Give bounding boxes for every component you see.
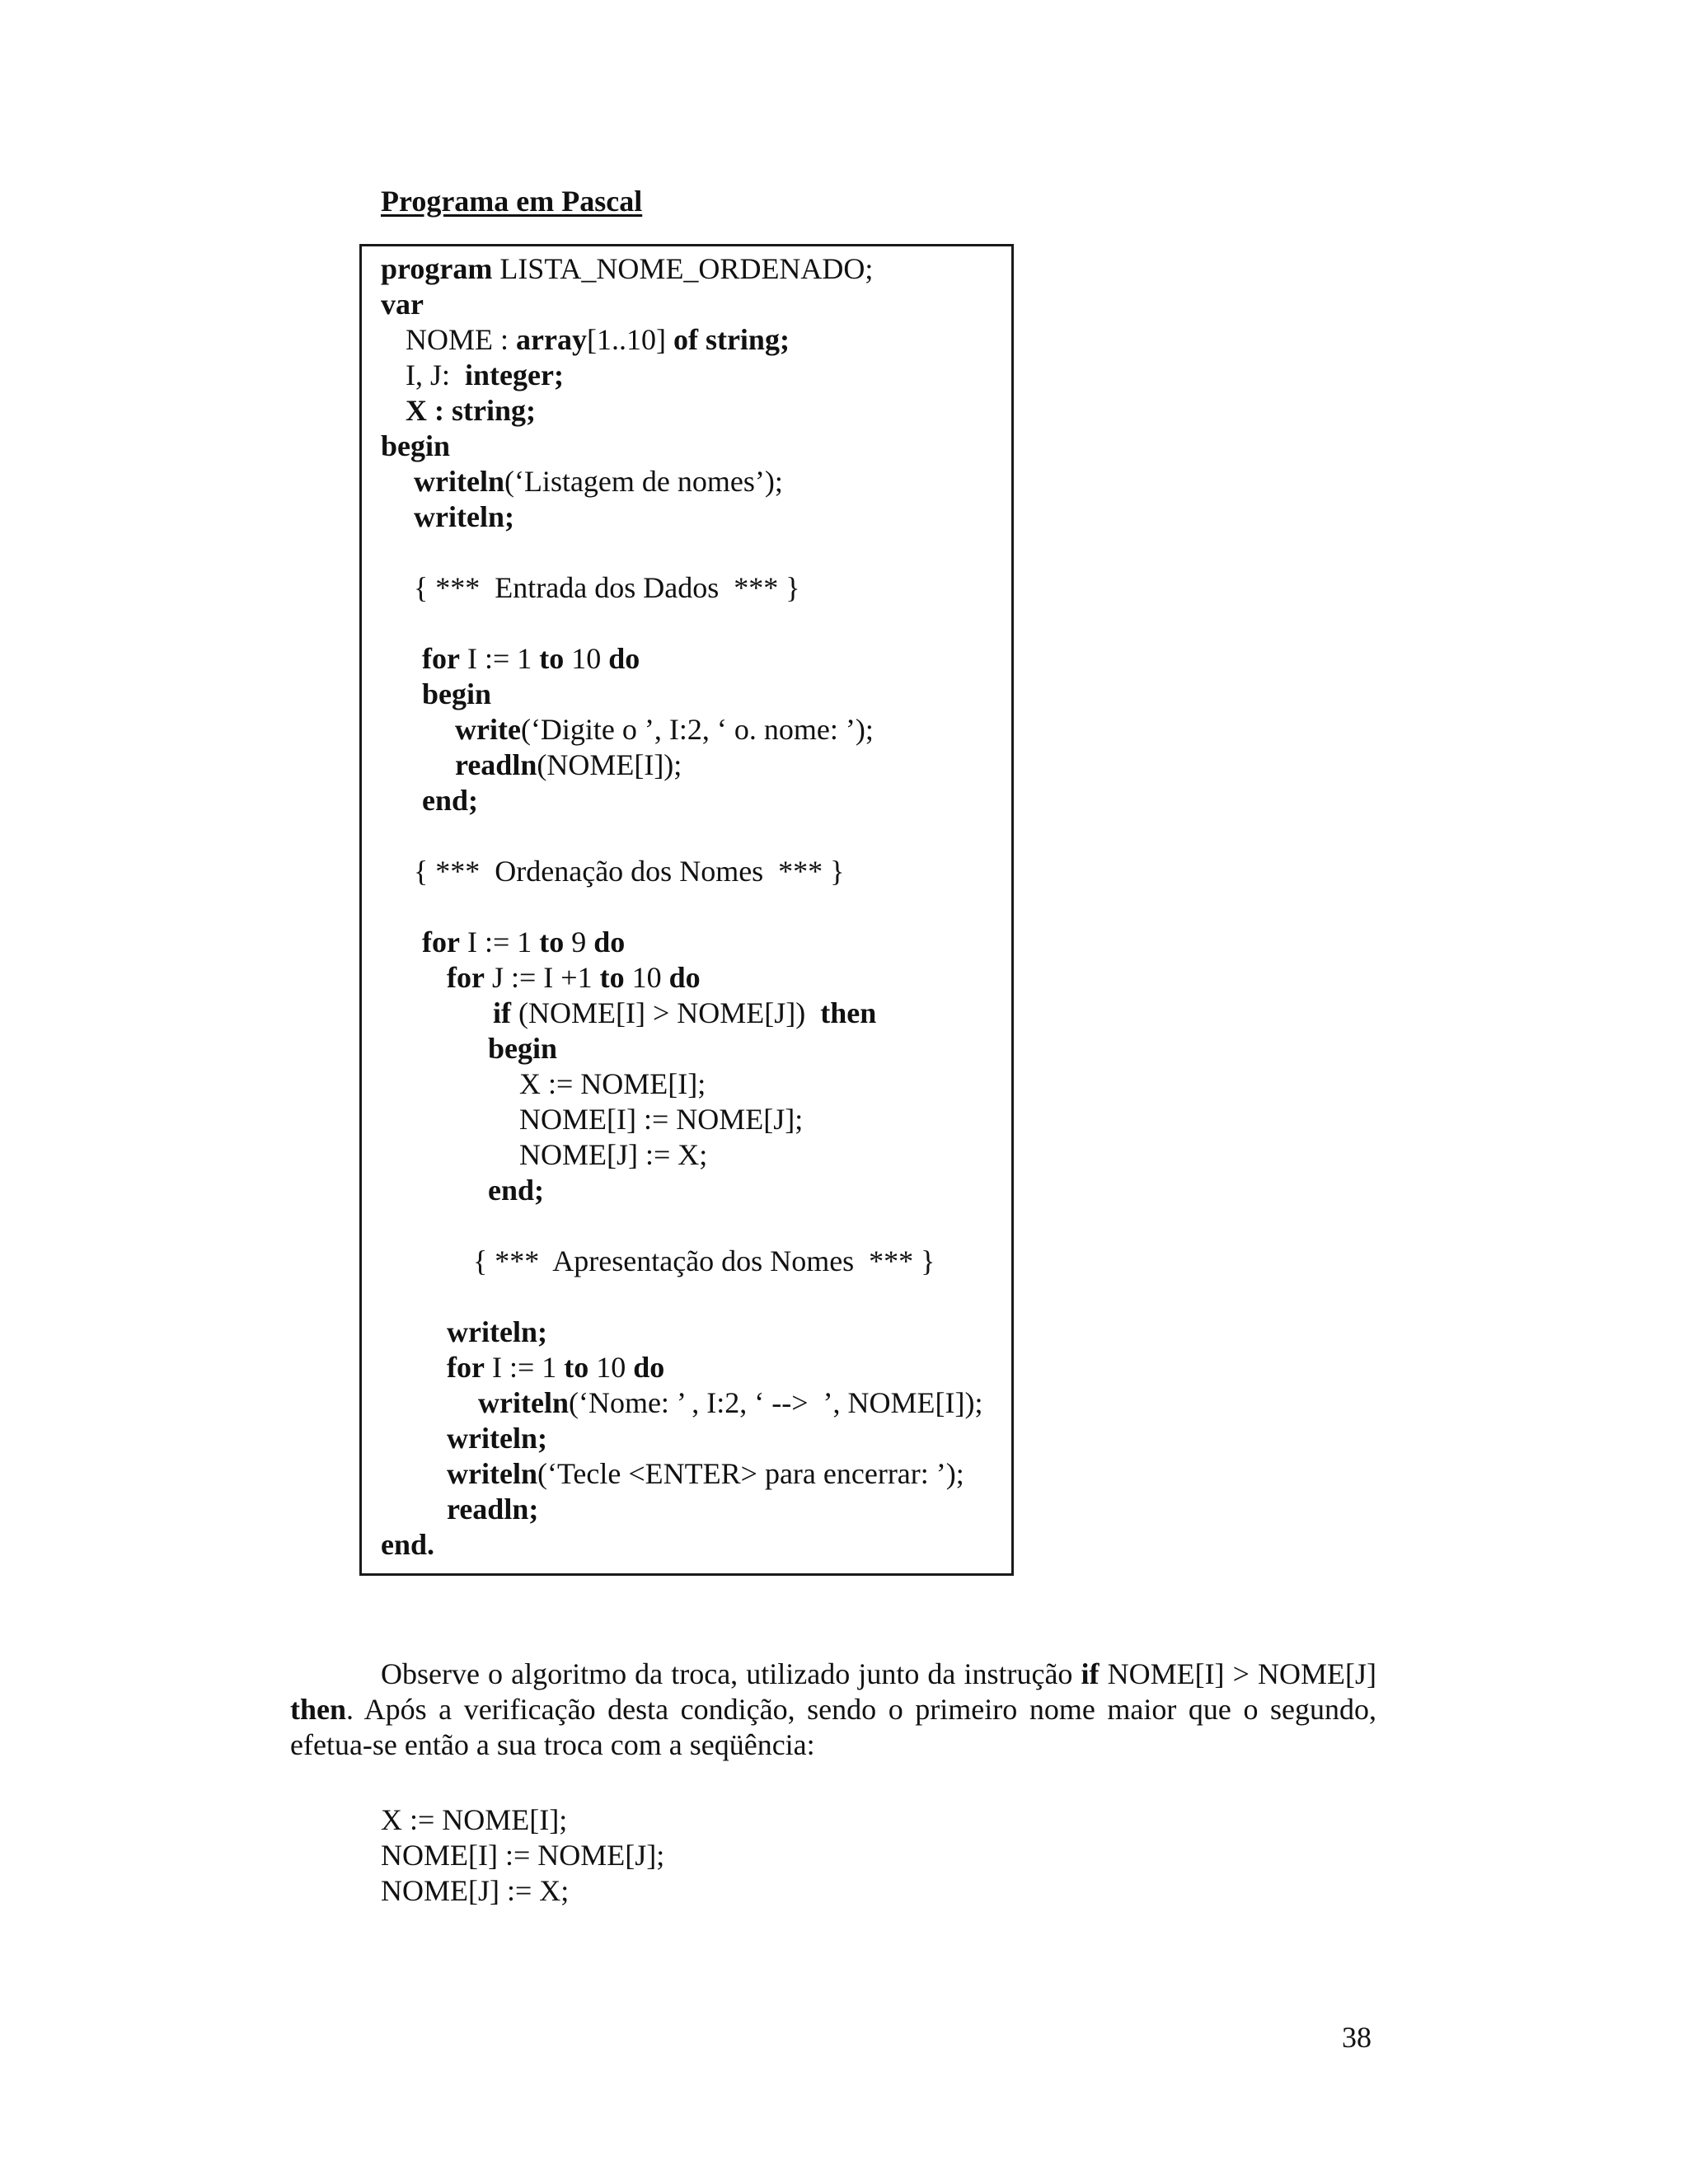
code-line (473, 1243, 935, 1279)
code-line (381, 286, 424, 322)
code-text: (‘Listagem de nomes’); (504, 465, 783, 498)
code-keyword: var (381, 288, 424, 321)
code-keyword: readln (455, 748, 537, 781)
code-keyword: writeln; (447, 1315, 547, 1348)
code-text: (NOME[I]); (537, 748, 682, 781)
code-keyword: to (599, 961, 625, 994)
code-text: (‘Digite o ’, I:2, ‘ o. nome: ’); (520, 713, 874, 746)
code-line (488, 1030, 557, 1066)
code-keyword: writeln; (414, 500, 514, 533)
code-text: { *** Entrada dos Dados *** } (414, 571, 800, 604)
code-keyword: for (447, 961, 485, 994)
code-keyword: end; (488, 1174, 545, 1207)
code-line (422, 640, 640, 677)
code-keyword: to (564, 1351, 589, 1384)
code-text: [1..10] (586, 323, 673, 356)
code-line (414, 853, 844, 889)
code-keyword: integer; (465, 359, 564, 391)
code-line (478, 1385, 982, 1421)
code-keyword: do (668, 961, 701, 994)
code-keyword: array (516, 323, 587, 356)
code-line (381, 1526, 434, 1563)
code-line (493, 995, 876, 1031)
code-keyword: begin (422, 677, 492, 710)
code-text: J := I +1 (484, 961, 600, 994)
code-text: X := NOME[I]; (519, 1067, 706, 1100)
code-text: NOME[J] := X; (519, 1138, 708, 1171)
code-keyword: for (422, 642, 460, 675)
code-keyword: do (593, 926, 626, 958)
code-text: 10 (564, 642, 609, 675)
swap-line-1: X := NOME[I]; (381, 1803, 568, 1836)
code-text: I := 1 (459, 926, 540, 958)
page-number: 38 (1342, 2021, 1372, 2054)
code-keyword: end; (422, 784, 479, 817)
code-line (447, 1491, 538, 1527)
code-keyword: of string; (673, 323, 790, 356)
explanation-paragraph (290, 1657, 1376, 1763)
code-keyword: to (539, 926, 565, 958)
code-keyword: X : string; (406, 394, 536, 427)
code-line (422, 782, 478, 818)
paragraph-keyword: then (290, 1693, 347, 1726)
code-line (519, 1101, 803, 1137)
code-text: NOME[I] := NOME[J]; (519, 1103, 804, 1136)
code-line (414, 499, 514, 535)
code-line (519, 1066, 706, 1102)
code-text: { *** Apresentação dos Nomes *** } (473, 1244, 935, 1277)
code-line (455, 711, 874, 748)
paragraph-text: Observe o algoritmo da troca, utilizado junto da instrução (381, 1657, 1081, 1690)
code-line (447, 1455, 964, 1492)
paragraph-text: . Após a verificação desta condição, sendo o primeiro nome maior que o segundo, efetua-se então a sua troca com a seqüência: (290, 1693, 1376, 1761)
code-keyword: begin (381, 429, 451, 462)
code-keyword: readln; (447, 1493, 539, 1526)
code-keyword: to (539, 642, 565, 675)
code-text: I := 1 (459, 642, 540, 675)
code-text: I := 1 (484, 1351, 565, 1384)
code-keyword: do (608, 642, 640, 675)
code-keyword: write (455, 713, 521, 746)
section-title: Programa em Pascal (381, 185, 643, 218)
code-keyword: do (633, 1351, 665, 1384)
code-text: (‘Tecle <ENTER> para encerrar: ’); (537, 1457, 964, 1490)
code-line (447, 1314, 547, 1350)
code-text: 10 (588, 1351, 634, 1384)
code-line (381, 428, 450, 464)
code-line (406, 357, 564, 393)
code-text: NOME : (406, 323, 516, 356)
code-text: 10 (624, 961, 669, 994)
code-keyword: if (493, 996, 511, 1029)
code-line (519, 1137, 707, 1173)
code-line (455, 747, 682, 783)
code-keyword: then (820, 996, 877, 1029)
code-text: (NOME[I] > NOME[J]) (511, 996, 821, 1029)
code-text: 9 (564, 926, 594, 958)
code-keyword: writeln (447, 1457, 537, 1490)
code-keyword: end. (381, 1528, 435, 1561)
code-text: LISTA_NOME_ORDENADO; (492, 252, 874, 285)
code-line (447, 1349, 664, 1385)
swap-line-3: NOME[J] := X; (381, 1874, 570, 1907)
paragraph-keyword: if (1081, 1657, 1100, 1690)
code-keyword: program (381, 252, 493, 285)
code-line (422, 924, 625, 960)
code-line (447, 959, 701, 996)
code-keyword: begin (488, 1032, 558, 1065)
code-keyword: writeln; (447, 1422, 547, 1455)
code-keyword: writeln (414, 465, 504, 498)
code-line (447, 1420, 547, 1456)
code-line (406, 392, 536, 429)
code-line (488, 1172, 544, 1208)
code-line (414, 569, 800, 606)
code-text: { *** Ordenação dos Nomes *** } (414, 855, 845, 888)
code-line (414, 463, 783, 499)
paragraph-text: NOME[I] > NOME[J] (1099, 1657, 1376, 1690)
code-text: (‘Nome: ’ , I:2, ‘ --> ’, NOME[I]); (568, 1386, 983, 1419)
code-line (422, 676, 491, 712)
code-line (406, 321, 790, 358)
code-keyword: for (447, 1351, 485, 1384)
code-text: I, J: (406, 359, 465, 391)
code-keyword: writeln (478, 1386, 569, 1419)
swap-line-2: NOME[I] := NOME[J]; (381, 1839, 665, 1872)
code-line (381, 251, 873, 287)
code-keyword: for (422, 926, 460, 958)
